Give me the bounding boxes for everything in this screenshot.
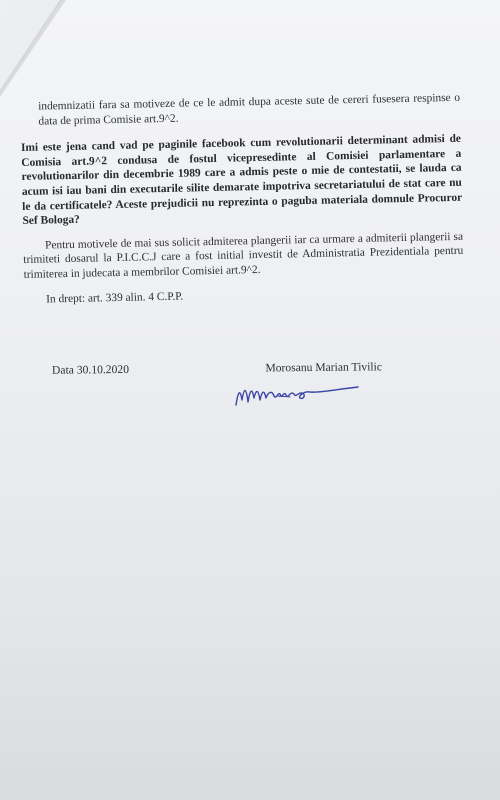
letter-body bbox=[20, 91, 464, 307]
legal-basis: In drept: art. 339 alin. 4 C.P.P. bbox=[46, 290, 184, 306]
paragraph-complaint: Imi este jena cand vad pe paginile facebook cum revolutionarii determinant admisi de Comisia art.9^2 condusa de fostul vicepresedinte al Comisiei parlamentare a revolutionarilor din decembrie 1989 care a admis peste o mie de contestatii, se lauda ca acum isi iau bani din executarile silite demarate impotriva secretariatului de stat care nu le da certificatele? Aceste prejudicii nu reprezinta o paguba materiala domnule Procuror Sef Bologa? bbox=[20, 132, 463, 228]
date-line: Data 30.10.2020 bbox=[51, 362, 130, 377]
handwritten-signature bbox=[232, 378, 362, 410]
paragraph-request: Pentru motivele de mai sus solicit admiterea plangerii iar ca urmare a admiterii plangerii sa trimiteti dosarul la P.I.C.C.J care a fost initial investit de Administratia Prezidentiala pentru trimiterea in judecata a membrilor Comisiei art.9^2. bbox=[23, 230, 464, 281]
paragraph-indemnizatii: indemnizatii fara sa motiveze de ce le admit dupa aceste sute de cereri fusesera respinse o data de prima Comisie art.9^2. bbox=[38, 91, 461, 128]
signer-name: Morosanu Marian Tivilic bbox=[265, 360, 383, 375]
